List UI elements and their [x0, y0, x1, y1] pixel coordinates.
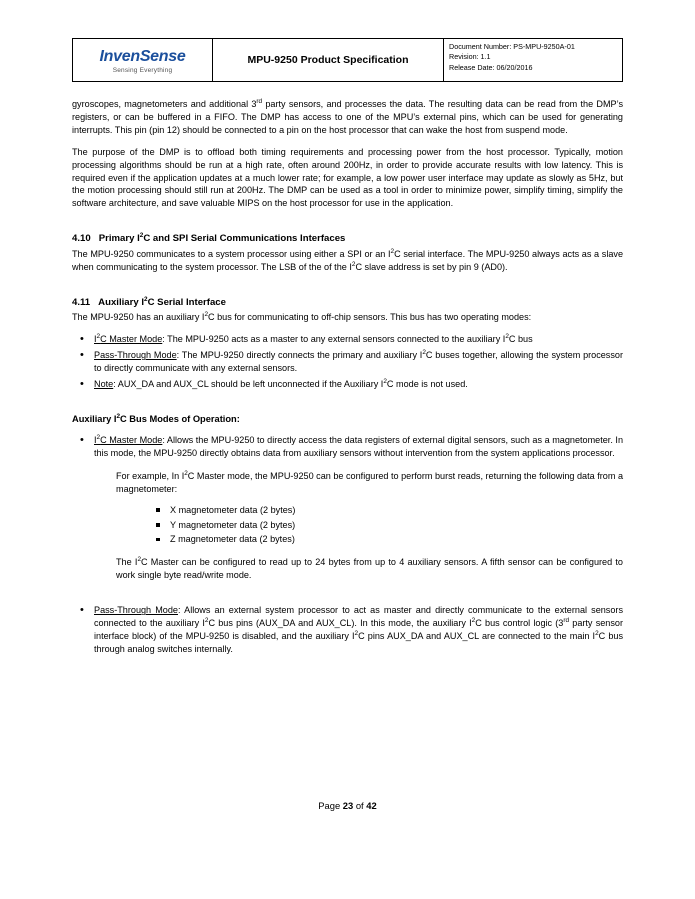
ordinal-superscript: rd: [256, 97, 263, 105]
mode-capacity-paragraph: The $I^2C$ Master can be configured to read up to 24 bytes from up to 4 auxiliary sensors. A fifth sensor can be configured to work single byte read/write mode.: [116, 556, 623, 581]
document-metadata: [444, 39, 622, 81]
list-item: • Pass-Through Mode: The MPU-9250 directly connects the primary and auxiliary $I^2C$ buses together, allowing the system processor to directly communicate with any external sensors.: [72, 349, 623, 375]
list-item: X magnetometer data (2 bytes): [154, 504, 623, 517]
section-4-10-title: Primary $I^2C$ and SPI Serial Communications Interfaces: [98, 232, 346, 245]
paragraph-dmp-data: gyroscopes, magnetometers and additional 3rd party sensors, and processes the data. The resulting data can be read from the DMP’s registers, or can be buffered in a FIFO. The DMP has access to one of the MPU’s external pins, which can be used for generating interrupts. This pin (pin 12) should be connected to a pin on the host processor that can wake the host from suspend mode.: [72, 97, 623, 135]
list-item: • Pass-Through Mode: Allows an external system processor to act as master and directly communicate to the external sensors connected to the auxiliary $I^2C$ bus pins (AUX_DA and AUX_CL). In this mode, the auxiliary $I^2C$ bus control logic (3rd party sensor interface block) of the MPU-9250 is disabled, and the auxiliary $I^2C$ pins AUX_DA and AUX_CL are connected to the main $I^2C$ bus through analog switches internally.: [72, 604, 623, 656]
section-4-11-heading: 4.11 Auxiliary $I^2C$ Serial Interface: [72, 295, 226, 308]
logo-tagline: Sensing Everything: [112, 66, 173, 74]
section-4-11-title: Auxiliary $I^2C$ Serial Interface: [98, 295, 226, 308]
list-item: • $I^2C$ Master Mode: The MPU-9250 acts as a master to any external sensors connected to the auxiliary $I^2C$ bus: [72, 333, 623, 346]
footer-page-prefix: Page: [318, 800, 343, 811]
doc-release-date: Release Date: 06/20/2016: [449, 62, 533, 72]
bullet-label-i2c-master: $I^2C$ Master Mode: [94, 333, 163, 345]
section-bus-modes: [72, 413, 623, 656]
document-title: MPU-9250 Product Specification: [213, 39, 444, 81]
bullet-label-note: Note: [94, 378, 114, 389]
mode-label-i2c-master: $I^2C$ Master Mode: [94, 433, 163, 445]
subheading-bus-modes: Auxiliary $I^2C$ Bus Modes of Operation:: [72, 412, 240, 424]
list-item: Z magnetometer data (2 bytes): [154, 533, 623, 546]
section-4-10-body: The MPU-9250 communicates to a system processor using either a SPI or an $I^2C$ serial interface. The MPU-9250 always acts as a slave when communicating to the system processor. The LSB of the of the $I^2C$ slave address is set by pin 9 (AD0).: [72, 247, 623, 272]
section-4-10-heading: 4.10 Primary $I^2C$ and SPI Serial Communications Interfaces: [72, 232, 346, 245]
page-footer: [0, 800, 695, 811]
doc-revision: Revision: 1.1: [449, 52, 491, 62]
doc-number: Document Number: PS-MPU-9250A-01: [449, 42, 575, 51]
footer-page-total: 42: [366, 800, 377, 811]
page-header: [72, 38, 623, 82]
bullet-label-pass-through: Pass-Through Mode: [94, 350, 177, 361]
company-logo: [73, 39, 213, 81]
logo-wordmark: [100, 49, 186, 65]
section-4-11-body: The MPU-9250 has an auxiliary $I^2C$ bus for communicating to off-chip sensors. This bus has two operating modes:: [72, 311, 532, 323]
paragraph-dmp-purpose: The purpose of the DMP is to offload both timing requirements and processing power from the host processor. Typically, motion processing algorithms should be run at a high rate, often around 200Hz, in order to provide accurate results with low latency. This is required even if the application updates at a much lower rate; for example, a low power user interface may update as slowly as 5Hz, but the motion processing should still run at 200Hz. The DMP can be used as a tool in order to minimize power, simplify timing, simplify the software architecture, and save valuable MIPS on the host processor for use in the application.: [72, 146, 623, 209]
page-content: [72, 98, 623, 656]
list-item: • Note: AUX_DA and AUX_CL should be left unconnected if the Auxiliary $I^2C$ mode is not used.: [72, 378, 623, 391]
footer-page-number: 23: [342, 800, 354, 811]
operating-modes-list: [72, 333, 623, 391]
list-item: Y magnetometer data (2 bytes): [154, 519, 623, 532]
list-item: • $I^2C$ Master Mode: Allows the MPU-9250 to directly access the data registers of external digital sensors, such as a magnetometer. In this mode, the MPU-9250 directly obtains data from auxiliary sensors without intervention from the system applications processor. For example, In $I^2C$ Master mode, the MPU-9250 can be configured to perform burst reads, returning the following data from a magnetometer: X magnetometer data (2 bytes) Y magnetometer data (2 bytes) Z magnetometer data (2 bytes) The $I^2C$ Master can be configured to read up to 24 bytes from up to 4 auxiliary sensors. A fifth sensor can be configured to work single byte read/write mode.: [72, 434, 623, 582]
section-4-10: [72, 232, 623, 273]
mode-example-paragraph: For example, In $I^2C$ Master mode, the MPU-9250 can be configured to perform burst reads, returning the following data from a magnetometer:: [116, 469, 624, 494]
mode-label-pass-through: Pass-Through Mode: [94, 605, 178, 616]
section-4-11: [72, 296, 623, 391]
logo-primary-text: Inven: [99, 47, 140, 65]
logo-secondary-text: Sense: [139, 47, 186, 65]
magnetometer-data-list: [94, 504, 623, 547]
bus-modes-list: [72, 434, 623, 656]
footer-page-mid: of: [353, 800, 367, 811]
